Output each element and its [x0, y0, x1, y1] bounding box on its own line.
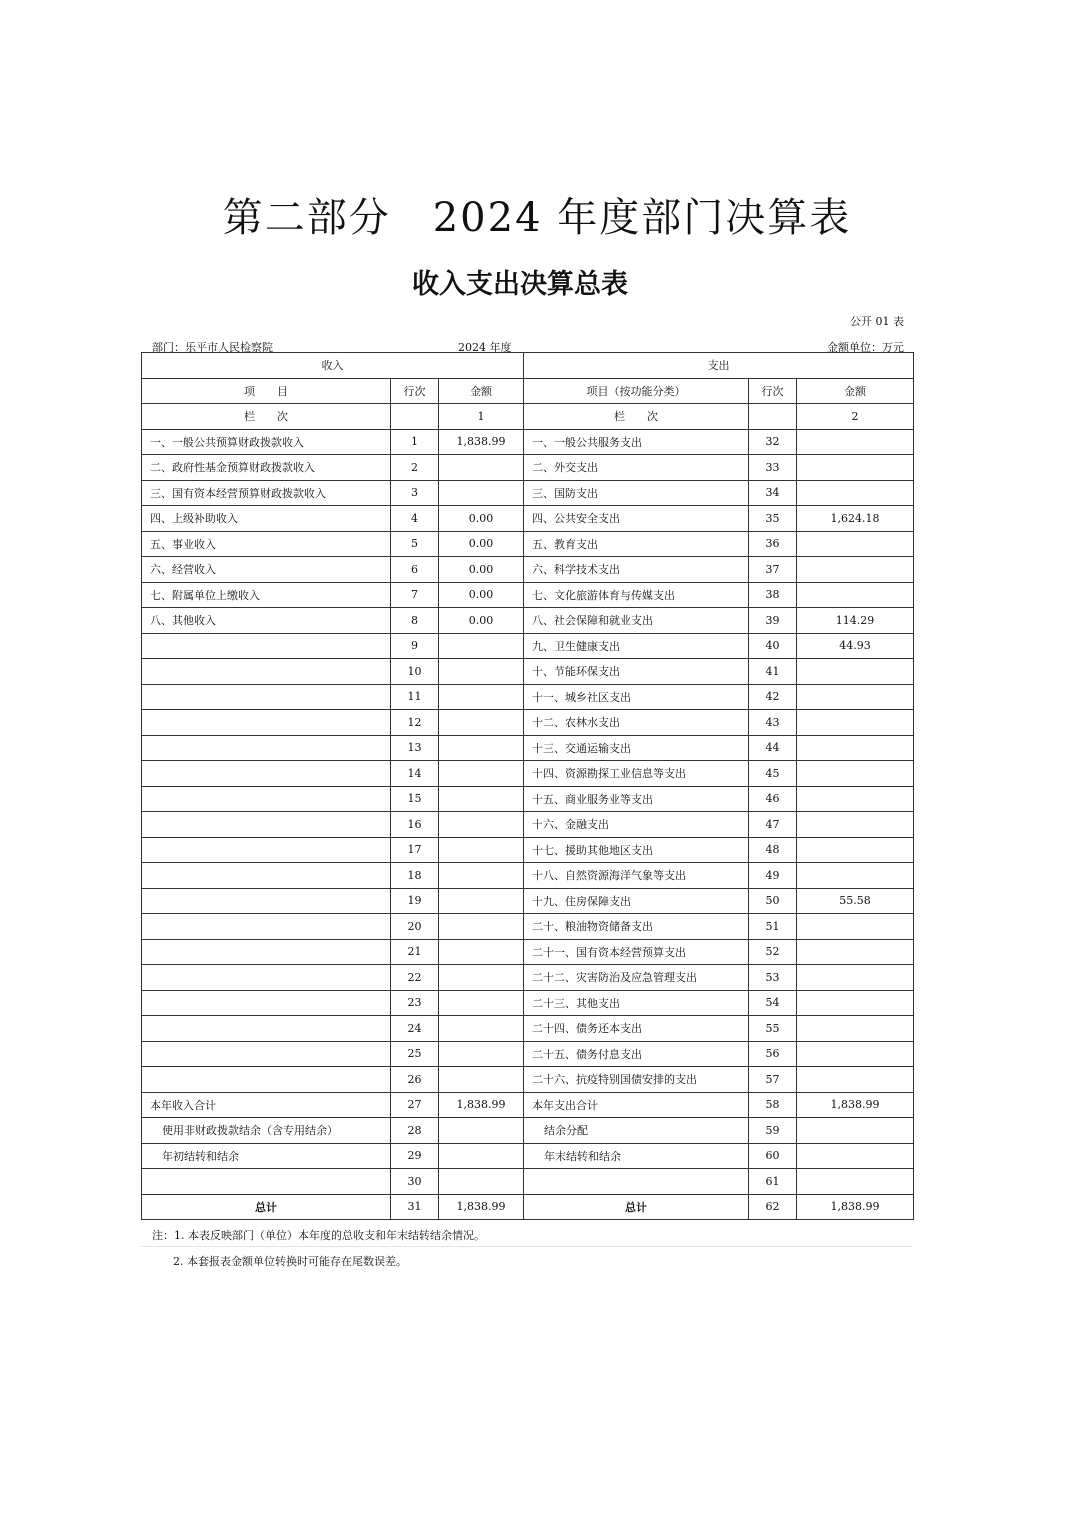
column-index-row	[142, 404, 914, 430]
table-row	[142, 1041, 914, 1067]
expense-row-no-cell: 41	[749, 659, 797, 685]
income-lanci-label: 栏 次	[142, 404, 391, 430]
form-number: 公开 01 表	[850, 315, 904, 328]
income-item-cell	[142, 1067, 391, 1093]
income-row-no-cell: 13	[391, 735, 439, 761]
expense-amount-cell: 114.29	[797, 608, 914, 634]
expense-amount-cell	[797, 1143, 914, 1169]
expense-amount-cell	[797, 531, 914, 557]
table-row	[142, 582, 914, 608]
expense-row-no-cell: 54	[749, 990, 797, 1016]
expense-item-cell: 六、科学技术支出	[524, 557, 749, 583]
income-item-cell	[142, 914, 391, 940]
expense-amount-cell	[797, 990, 914, 1016]
table-body	[142, 429, 914, 1220]
expense-row-no-cell: 59	[749, 1118, 797, 1144]
expense-item-cell: 十九、住房保障支出	[524, 888, 749, 914]
expense-row-no-header: 行次	[749, 378, 797, 404]
expense-item-cell: 二十、粮油物资储备支出	[524, 914, 749, 940]
table-row	[142, 684, 914, 710]
table-row	[142, 1092, 914, 1118]
expense-lanci-label: 栏 次	[524, 404, 749, 430]
table-row	[142, 888, 914, 914]
note-2: 2. 本套报表金额单位转换时可能存在尾数误差。	[173, 1255, 407, 1268]
expense-lanci-blank	[749, 404, 797, 430]
income-amount-cell	[439, 914, 524, 940]
expense-amount-cell: 44.93	[797, 633, 914, 659]
income-lanci-blank	[391, 404, 439, 430]
expense-item-cell: 结余分配	[524, 1118, 749, 1144]
expense-row-no-cell: 55	[749, 1016, 797, 1042]
income-row-no-cell: 5	[391, 531, 439, 557]
income-amount-cell	[439, 480, 524, 506]
income-item-cell	[142, 812, 391, 838]
income-amount-header: 金额	[439, 378, 524, 404]
table-row	[142, 710, 914, 736]
expense-row-no-cell: 51	[749, 914, 797, 940]
fiscal-year-label: 2024 年度	[458, 341, 512, 354]
income-amount-cell	[439, 1016, 524, 1042]
expense-row-no-cell: 56	[749, 1041, 797, 1067]
income-amount-cell	[439, 455, 524, 481]
table-row	[142, 939, 914, 965]
income-item-cell: 七、附属单位上缴收入	[142, 582, 391, 608]
income-row-no-cell: 17	[391, 837, 439, 863]
expense-amount-cell	[797, 710, 914, 736]
expense-amount-cell	[797, 1041, 914, 1067]
income-item-cell	[142, 786, 391, 812]
income-row-no-cell: 26	[391, 1067, 439, 1093]
expense-row-no-cell: 50	[749, 888, 797, 914]
expense-amount-cell	[797, 786, 914, 812]
expense-row-no-cell: 57	[749, 1067, 797, 1093]
expense-row-no-cell: 45	[749, 761, 797, 787]
income-item-cell: 三、国有资本经营预算财政拨款收入	[142, 480, 391, 506]
income-item-cell	[142, 837, 391, 863]
income-amount-cell	[439, 863, 524, 889]
income-row-no-cell: 25	[391, 1041, 439, 1067]
income-item-cell: 四、上级补助收入	[142, 506, 391, 532]
income-amount-cell	[439, 710, 524, 736]
income-row-no-cell: 12	[391, 710, 439, 736]
income-amount-cell	[439, 990, 524, 1016]
expense-group-header: 支出	[524, 353, 914, 379]
income-group-header: 收入	[142, 353, 524, 379]
expense-item-cell: 二十一、国有资本经营预算支出	[524, 939, 749, 965]
table-row	[142, 837, 914, 863]
expense-amount-cell	[797, 863, 914, 889]
table-row	[142, 633, 914, 659]
expense-item-cell: 九、卫生健康支出	[524, 633, 749, 659]
expense-amount-header: 金额	[797, 378, 914, 404]
table-row	[142, 914, 914, 940]
expense-amount-cell	[797, 837, 914, 863]
expense-item-cell: 总计	[524, 1194, 749, 1220]
note-divider	[141, 1246, 913, 1247]
income-row-no-cell: 31	[391, 1194, 439, 1220]
income-row-no-cell: 2	[391, 455, 439, 481]
expense-row-no-cell: 37	[749, 557, 797, 583]
expense-item-cell: 三、国防支出	[524, 480, 749, 506]
income-item-cell	[142, 1041, 391, 1067]
expense-row-no-cell: 40	[749, 633, 797, 659]
expense-item-cell: 二十四、债务还本支出	[524, 1016, 749, 1042]
expense-amount-cell: 1,838.99	[797, 1092, 914, 1118]
income-item-cell: 使用非财政拨款结余（含专用结余）	[142, 1118, 391, 1144]
expense-amount-cell	[797, 582, 914, 608]
income-amount-cell: 0.00	[439, 531, 524, 557]
expense-item-cell: 十二、农林水支出	[524, 710, 749, 736]
income-amount-cell: 1,838.99	[439, 1194, 524, 1220]
table-row	[142, 608, 914, 634]
expense-item-cell: 二十二、灾害防治及应急管理支出	[524, 965, 749, 991]
expense-row-no-cell: 33	[749, 455, 797, 481]
expense-amount-cell	[797, 1016, 914, 1042]
income-amount-cell	[439, 1041, 524, 1067]
expense-item-cell: 十、节能环保支出	[524, 659, 749, 685]
page-title: 第二部分 2024 年度部门决算表	[222, 195, 852, 241]
income-row-no-cell: 1	[391, 429, 439, 455]
table-row	[142, 1118, 914, 1144]
expense-item-cell: 十四、资源勘探工业信息等支出	[524, 761, 749, 787]
income-row-no-cell: 3	[391, 480, 439, 506]
table-row	[142, 557, 914, 583]
expense-amount-cell	[797, 735, 914, 761]
expense-item-cell: 十一、城乡社区支出	[524, 684, 749, 710]
expense-row-no-cell: 47	[749, 812, 797, 838]
income-row-no-cell: 9	[391, 633, 439, 659]
expense-row-no-cell: 38	[749, 582, 797, 608]
expense-row-no-cell: 43	[749, 710, 797, 736]
expense-row-no-cell: 44	[749, 735, 797, 761]
expense-amount-cell	[797, 812, 914, 838]
income-amount-cell: 0.00	[439, 506, 524, 532]
income-item-cell	[142, 684, 391, 710]
income-row-no-cell: 16	[391, 812, 439, 838]
income-item-cell	[142, 633, 391, 659]
income-item-cell	[142, 888, 391, 914]
income-item-cell: 年初结转和结余	[142, 1143, 391, 1169]
table-row	[142, 455, 914, 481]
expense-amount-cell	[797, 1118, 914, 1144]
expense-amount-cell	[797, 761, 914, 787]
income-item-cell	[142, 1016, 391, 1042]
expense-row-no-cell: 58	[749, 1092, 797, 1118]
income-amount-cell	[439, 939, 524, 965]
expense-item-cell: 八、社会保障和就业支出	[524, 608, 749, 634]
table-row	[142, 786, 914, 812]
table-row	[142, 659, 914, 685]
income-item-cell	[142, 939, 391, 965]
table-row	[142, 429, 914, 455]
income-item-cell	[142, 863, 391, 889]
expense-item-cell: 二十五、债务付息支出	[524, 1041, 749, 1067]
table-row	[142, 506, 914, 532]
income-amount-cell	[439, 812, 524, 838]
expense-amount-cell	[797, 1169, 914, 1195]
income-row-no-cell: 28	[391, 1118, 439, 1144]
income-item-cell: 本年收入合计	[142, 1092, 391, 1118]
income-amount-cell	[439, 659, 524, 685]
income-row-no-cell: 22	[391, 965, 439, 991]
table-row	[142, 863, 914, 889]
expense-row-no-cell: 42	[749, 684, 797, 710]
expense-item-cell: 十七、援助其他地区支出	[524, 837, 749, 863]
income-item-cell: 总计	[142, 1194, 391, 1220]
expense-amount-cell	[797, 1067, 914, 1093]
income-amount-cell	[439, 965, 524, 991]
expense-row-no-cell: 49	[749, 863, 797, 889]
income-amount-cell	[439, 1143, 524, 1169]
expense-item-cell: 二、外交支出	[524, 455, 749, 481]
expense-row-no-cell: 32	[749, 429, 797, 455]
income-amount-cell: 1,838.99	[439, 1092, 524, 1118]
expense-item-cell: 二十六、抗疫特别国债安排的支出	[524, 1067, 749, 1093]
expense-item-cell: 四、公共安全支出	[524, 506, 749, 532]
expense-item-cell: 二十三、其他支出	[524, 990, 749, 1016]
income-amount-cell	[439, 1067, 524, 1093]
expense-item-cell: 年末结转和结余	[524, 1143, 749, 1169]
income-row-no-cell: 20	[391, 914, 439, 940]
income-amount-cell	[439, 837, 524, 863]
income-row-no-cell: 6	[391, 557, 439, 583]
expense-row-no-cell: 39	[749, 608, 797, 634]
income-row-no-cell: 14	[391, 761, 439, 787]
income-amount-cell	[439, 761, 524, 787]
income-item-header: 项 目	[142, 378, 391, 404]
income-amount-cell: 0.00	[439, 582, 524, 608]
income-item-cell	[142, 659, 391, 685]
income-item-cell: 八、其他收入	[142, 608, 391, 634]
expense-amount-cell: 1,838.99	[797, 1194, 914, 1220]
income-amount-cell	[439, 735, 524, 761]
expense-amount-cell	[797, 684, 914, 710]
income-amount-cell	[439, 684, 524, 710]
note-1: 注：1. 本表反映部门（单位）本年度的总收支和年末结转结余情况。	[152, 1229, 485, 1242]
expense-item-cell: 十三、交通运输支出	[524, 735, 749, 761]
income-row-no-cell: 29	[391, 1143, 439, 1169]
expense-amount-cell: 55.58	[797, 888, 914, 914]
income-item-cell	[142, 710, 391, 736]
income-item-cell: 一、一般公共预算财政拨款收入	[142, 429, 391, 455]
expense-row-no-cell: 48	[749, 837, 797, 863]
income-amount-cell	[439, 633, 524, 659]
expense-amount-cell	[797, 480, 914, 506]
expense-amount-cell	[797, 659, 914, 685]
income-item-cell: 六、经营收入	[142, 557, 391, 583]
expense-amount-cell	[797, 429, 914, 455]
table-row	[142, 735, 914, 761]
expense-row-no-cell: 46	[749, 786, 797, 812]
table-title: 收入支出决算总表	[412, 269, 628, 300]
table-row	[142, 480, 914, 506]
expense-item-cell	[524, 1169, 749, 1195]
expense-item-cell: 十六、金融支出	[524, 812, 749, 838]
income-row-no-cell: 8	[391, 608, 439, 634]
expense-row-no-cell: 60	[749, 1143, 797, 1169]
expense-amount-cell	[797, 914, 914, 940]
table-row	[142, 1169, 914, 1195]
income-amount-cell	[439, 786, 524, 812]
income-item-cell: 五、事业收入	[142, 531, 391, 557]
income-row-no-cell: 23	[391, 990, 439, 1016]
income-row-no-cell: 19	[391, 888, 439, 914]
expense-row-no-cell: 36	[749, 531, 797, 557]
expense-item-cell: 一、一般公共服务支出	[524, 429, 749, 455]
expense-row-no-cell: 35	[749, 506, 797, 532]
income-row-no-cell: 15	[391, 786, 439, 812]
expense-amount-cell: 1,624.18	[797, 506, 914, 532]
table-row	[142, 761, 914, 787]
group-header-row	[142, 353, 914, 379]
table-row	[142, 1067, 914, 1093]
income-lanci-index: 1	[439, 404, 524, 430]
income-amount-cell: 1,838.99	[439, 429, 524, 455]
expense-row-no-cell: 62	[749, 1194, 797, 1220]
income-row-no-cell: 18	[391, 863, 439, 889]
expense-item-cell: 十八、自然资源海洋气象等支出	[524, 863, 749, 889]
expense-item-cell: 五、教育支出	[524, 531, 749, 557]
table-row	[142, 1143, 914, 1169]
income-amount-cell: 0.00	[439, 557, 524, 583]
column-header-row	[142, 378, 914, 404]
income-item-cell	[142, 1169, 391, 1195]
expense-amount-cell	[797, 557, 914, 583]
income-item-cell	[142, 761, 391, 787]
income-amount-cell: 0.00	[439, 608, 524, 634]
amount-unit-label: 金额单位：万元	[827, 341, 904, 354]
expense-item-header: 项目（按功能分类）	[524, 378, 749, 404]
income-item-cell	[142, 965, 391, 991]
expense-amount-cell	[797, 939, 914, 965]
table-row	[142, 531, 914, 557]
income-row-no-cell: 10	[391, 659, 439, 685]
income-row-no-cell: 4	[391, 506, 439, 532]
expense-amount-cell	[797, 965, 914, 991]
table-row	[142, 990, 914, 1016]
table-row	[142, 1016, 914, 1042]
income-row-no-cell: 7	[391, 582, 439, 608]
income-item-cell	[142, 990, 391, 1016]
income-row-no-cell: 11	[391, 684, 439, 710]
expense-item-cell: 七、文化旅游体育与传媒支出	[524, 582, 749, 608]
income-expense-table	[141, 352, 914, 1220]
income-amount-cell	[439, 888, 524, 914]
income-row-no-cell: 21	[391, 939, 439, 965]
table-row	[142, 812, 914, 838]
income-row-no-cell: 24	[391, 1016, 439, 1042]
expense-row-no-cell: 34	[749, 480, 797, 506]
expense-row-no-cell: 52	[749, 939, 797, 965]
income-amount-cell	[439, 1169, 524, 1195]
income-row-no-cell: 27	[391, 1092, 439, 1118]
expense-item-cell: 十五、商业服务业等支出	[524, 786, 749, 812]
department-label: 部门：乐平市人民检察院	[152, 341, 273, 354]
expense-row-no-cell: 53	[749, 965, 797, 991]
expense-item-cell: 本年支出合计	[524, 1092, 749, 1118]
table-row	[142, 1194, 914, 1220]
income-item-cell	[142, 735, 391, 761]
table-row	[142, 965, 914, 991]
expense-amount-cell	[797, 455, 914, 481]
income-amount-cell	[439, 1118, 524, 1144]
expense-row-no-cell: 61	[749, 1169, 797, 1195]
income-row-no-cell: 30	[391, 1169, 439, 1195]
income-item-cell: 二、政府性基金预算财政拨款收入	[142, 455, 391, 481]
income-row-no-header: 行次	[391, 378, 439, 404]
expense-lanci-index: 2	[797, 404, 914, 430]
